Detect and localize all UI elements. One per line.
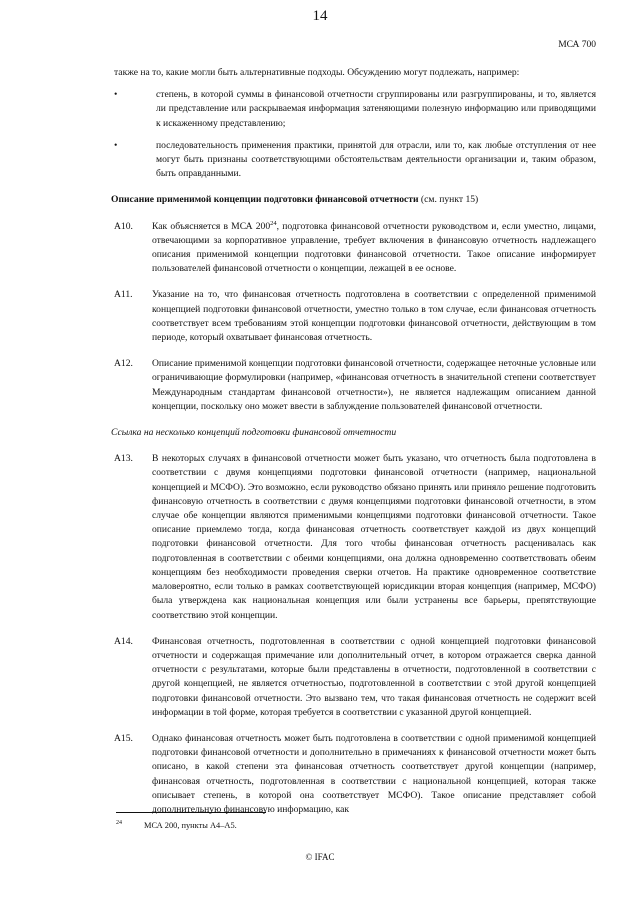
bullet-icon: • bbox=[114, 89, 118, 101]
paragraph-text: Однако финансовая отчетность может быть подготовлена в соответствии с одной применимой концепцией подготовки финансовой отчетности и дополнительно в примечаниях к финансовой отчетности может быть описано, в какой степени эта финансовая отчетность соответствует другой концепции (например, финансовая отчетность, подготовленная в соответствии с национальной концепцией, которая также описывает степень, в которой она соответствует МСФО). Такое описание представляет собой дополнительную финансовую информацию, как bbox=[152, 732, 596, 815]
page-number: 14 bbox=[312, 8, 328, 24]
bullet-item bbox=[114, 88, 596, 131]
page-content bbox=[111, 66, 596, 817]
paragraph-a12 bbox=[114, 357, 596, 414]
footnote-divider bbox=[116, 812, 266, 813]
paragraph-text-start: Как объясняется в МСА 200 bbox=[152, 220, 271, 232]
footnote-reference: 24 bbox=[270, 219, 277, 227]
section-heading-multiple-frameworks: Ссылка на несколько концепций подготовки финансовой отчетности bbox=[111, 427, 397, 439]
paragraph-a11 bbox=[114, 288, 596, 345]
paragraph-number: A11. bbox=[114, 289, 133, 301]
copyright-footer: © IFAC bbox=[305, 852, 335, 862]
bullet-item bbox=[114, 139, 596, 182]
paragraph-number: A13. bbox=[114, 453, 133, 465]
footnote-text: МСА 200, пункты А4–А5. bbox=[144, 820, 237, 830]
paragraph-a13 bbox=[114, 452, 596, 622]
footnote bbox=[116, 820, 237, 830]
bullet-text: последовательность применения практики, принятой для отрасли, или то, как любые отступления от нее могут быть признаны соответствующими обстоятельствам деятельности организации и, таким образом, быть оправданными. bbox=[156, 139, 596, 180]
paragraph-text: Финансовая отчетность, подготовленная в соответствии с одной концепцией подготовки финансовой отчетности и содержащая примечание или дополнительный отчет, в котором отражается сверка данной отчетности с результатами, которые были представлены в отчетности, подготовленной в соответствии с другой концепцией, не является отчетностью, подготовленной в соответствии с этой другой концепцией подготовки финансовой отчетности. Это вызвано тем, что такая финансовая отчетность не содержит всей информации в той форме, которая требуется в соответствии с указанной другой концепцией. bbox=[152, 635, 596, 718]
paragraph-number: A12. bbox=[114, 358, 133, 370]
paragraph-text: В некоторых случаях в финансовой отчетности может быть указано, что отчетность была подготовлена в соответствии с двумя концепциями подготовки финансовой отчетности (например, национальной концепцией и МСФО). Это возможно, если руководство обязано принять или приняло решение подготовить финансовую отчетность в соответствии с двумя концепциями подготовки финансовой отчетности, в этом случае обе концепции являются применимыми концепциями подготовки финансовой отчетности. Такое описание приемлемо тогда, когда финансовая отчетность соответствует каждой из двух концепций подготовки финансовой отчетности. Для того чтобы финансовая отчетность расценивалась как подготовленная в соответствии с обеими концепциями, она должна одновременно соответствовать обеим концепциям без необходимости проведения сверки отчетов. На практике одновременное соответствие маловероятно, если только в рамках соответствующей юрисдикции вторая концепция (например, МСФО) была утверждена как национальная концепция или были устранены все барьеры, препятствующие соответствию этой концепции. bbox=[152, 453, 596, 621]
section-reference: (см. пункт 15) bbox=[418, 194, 479, 206]
bullet-icon: • bbox=[114, 139, 118, 151]
paragraph-text: Указание на то, что финансовая отчетность подготовлена в соответствии с определенной применимой концепцией подготовки финансовой отчетности, уместно только в том случае, если финансовая отчетность соответствует всем требованиям этой концепции подготовки финансовой отчетности, действующим в том периоде, который охватывает финансовая отчетность. bbox=[152, 289, 596, 344]
paragraph-number: A10. bbox=[114, 220, 133, 232]
document-code: МСА 700 bbox=[558, 40, 596, 50]
paragraph-text-end: , подготовка финансовой отчетности руководством и, если уместно, лицами, отвечающими за корпоративное управление, требует включения в финансовую отчетность надлежащего описания применимой концепции подготовки финансовой отчетности. Такое описание информирует пользователей финансовой отчетности о концепции, лежащей в ее основе. bbox=[152, 220, 596, 275]
bullet-text: степень, в которой суммы в финансовой отчетности сгруппированы или разгруппированы, и то, является ли представление или раскрываемая информация затеняющими полезную информацию или приводящими к искаженному представлению; bbox=[156, 89, 596, 129]
footnote-mark: 24 bbox=[116, 820, 122, 826]
paragraph-a10 bbox=[114, 219, 596, 277]
paragraph-number: A15. bbox=[114, 732, 133, 744]
paragraph-a15 bbox=[114, 732, 596, 817]
paragraph-a14 bbox=[114, 635, 596, 720]
section-heading-framework bbox=[111, 193, 596, 207]
intro-paragraph: также на то, какие могли быть альтернативные подходы. Обсуждению могут подлежать, например: bbox=[114, 67, 520, 78]
section-title: Описание применимой концепции подготовки финансовой отчетности bbox=[111, 194, 419, 206]
paragraph-number: A14. bbox=[114, 635, 133, 647]
paragraph-text: Описание применимой концепции подготовки финансовой отчетности, содержащее неточные условные или ограничивающие формулировки (например, «финансовая отчетность в значительной степени соответствует Международным стандартам финансовой отчетности»), не является надлежащим описанием данной концепции, поскольку оно может ввести в заблуждение пользователей финансовой отчетности. bbox=[152, 358, 596, 412]
